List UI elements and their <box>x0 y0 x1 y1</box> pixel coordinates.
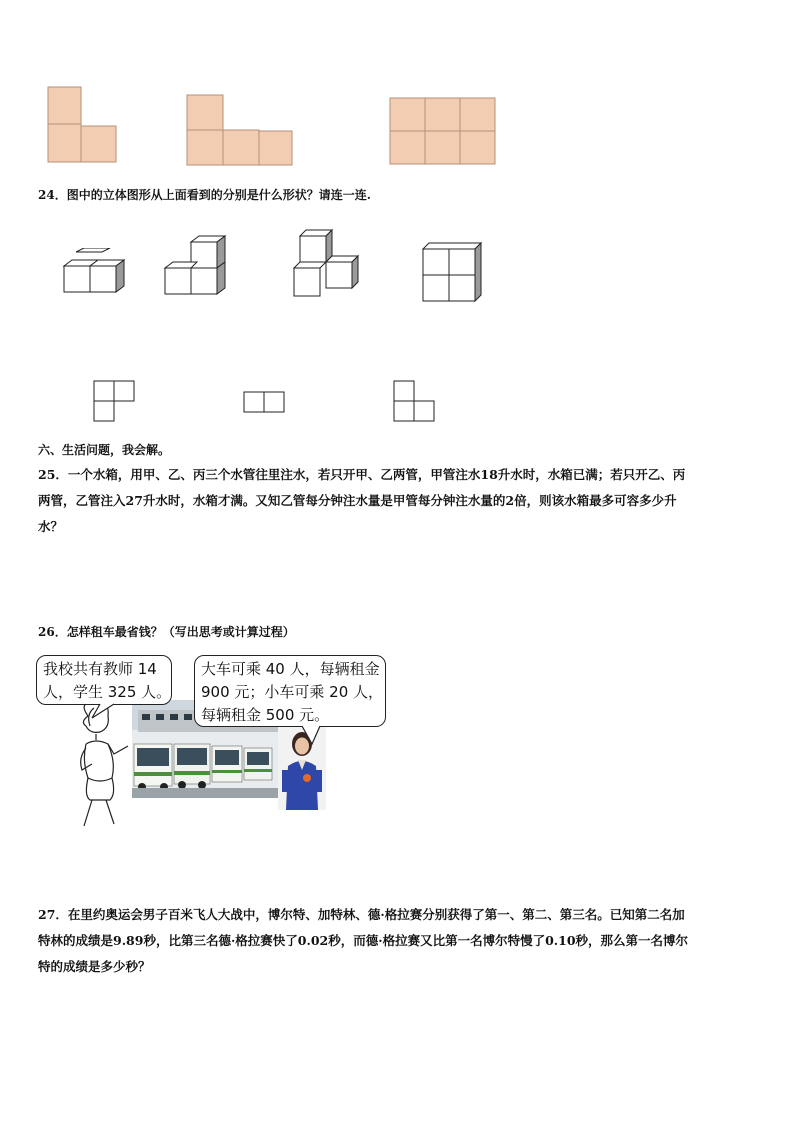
bubble-tails <box>80 700 330 750</box>
solid-figure-2 <box>163 234 229 298</box>
question-25-line-1: 25．一个水箱，用甲、乙、丙三个水管往里注水，若只开甲、乙两管，甲管注水18升水时，水箱已满；若只开乙、丙 <box>38 467 686 482</box>
top-view-1 <box>92 380 138 424</box>
question-27-line-2: 特林的成绩是9.89秒，比第三名德·格拉赛快了0.02秒，而德·格拉赛又比第一名博尔特慢了0.10秒，那么第一名博尔 <box>38 933 689 948</box>
pink-shape-1 <box>46 86 120 164</box>
question-27-line-1: 27．在里约奥运会男子百米飞人大战中，博尔特、加特林、德·格拉赛分别获得了第一、第二、第三名。已知第二名加 <box>38 907 685 922</box>
section-heading: 六、生活问题，我会解。 <box>38 443 171 457</box>
solid-figure-1 <box>62 248 128 296</box>
speech-bubble-students <box>36 655 172 705</box>
question-26: 26．怎样租车最省钱？（写出思考或计算过程） <box>38 625 295 639</box>
question-27 <box>38 902 760 980</box>
bubble-right-line-2: 900 元；小车可乘 20 人， <box>201 683 384 701</box>
question-24: 24．图中的立体图形从上面看到的分别是什么形状？请连一连. <box>38 188 371 202</box>
bubble-left-line-1: 我校共有教师 14 <box>43 660 157 678</box>
top-view-2 <box>242 390 288 416</box>
pink-shape-3 <box>388 97 498 165</box>
question-25-line-2: 两管，乙管注入27升水时，水箱才满。又知乙管每分钟注水量是甲管每分钟注水量的2倍，则该水箱最多可容多少升 <box>38 493 677 508</box>
bubble-right-line-3: 每辆租金 500 元。 <box>201 706 330 724</box>
pink-shape-2 <box>185 94 295 166</box>
top-view-3 <box>392 380 438 424</box>
solid-figure-3 <box>290 228 362 300</box>
question-25 <box>38 462 760 540</box>
solid-figure-4 <box>419 241 485 305</box>
bubble-right-line-1: 大车可乘 40 人，每辆租金 <box>201 660 380 678</box>
bubble-left-line-2: 人，学生 325 人。 <box>43 683 172 701</box>
question-25-line-3: 水？ <box>38 519 64 534</box>
question-27-line-3: 特的成绩是多少秒？ <box>38 959 151 974</box>
